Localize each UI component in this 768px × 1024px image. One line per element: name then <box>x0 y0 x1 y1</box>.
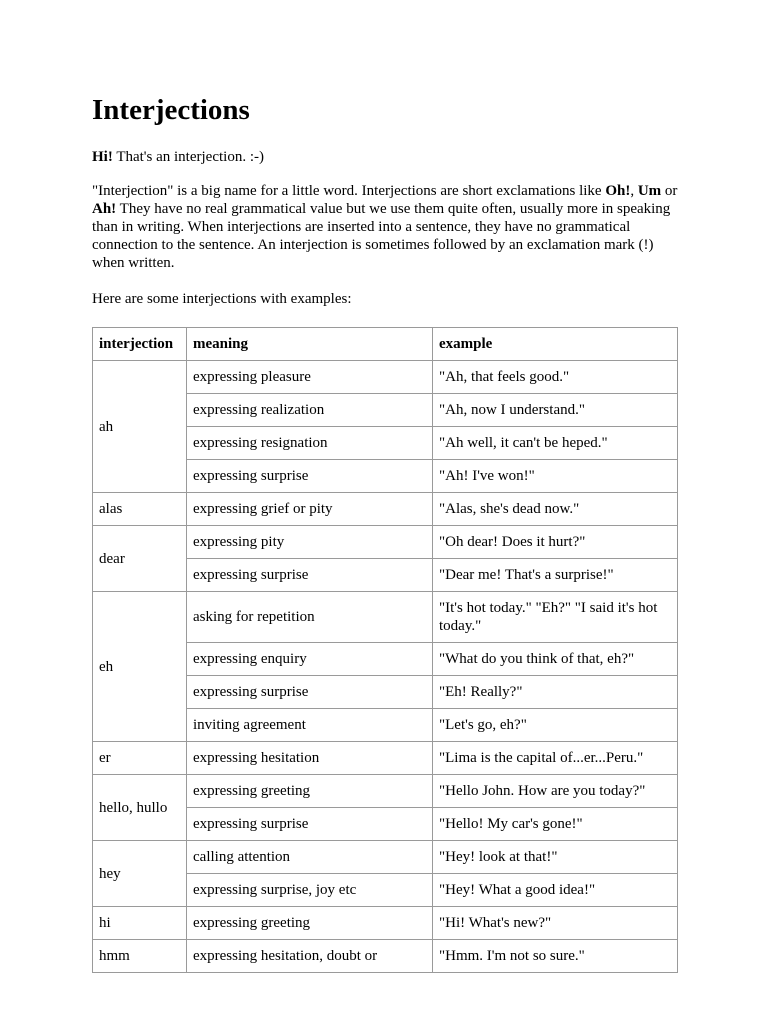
example-cell: "Eh! Really?" <box>433 676 678 709</box>
example-word-oh: Oh! <box>605 183 631 199</box>
meaning-cell: expressing surprise <box>187 808 433 841</box>
intro-bold: Hi! <box>92 149 113 165</box>
example-cell: "Lima is the capital of...er...Peru." <box>433 742 678 775</box>
table-row <box>93 775 678 808</box>
meaning-cell: expressing surprise, joy etc <box>187 874 433 907</box>
meaning-cell: asking for repetition <box>187 592 433 643</box>
example-cell: "Alas, she's dead now." <box>433 493 678 526</box>
meaning-cell: expressing hesitation <box>187 742 433 775</box>
paragraph-text: "Interjection" is a big name for a little word. Interjections are short exclamations like <box>92 183 606 199</box>
meaning-cell: expressing grief or pity <box>187 493 433 526</box>
intro-line <box>92 148 264 166</box>
example-cell: "Hey! What a good idea!" <box>433 874 678 907</box>
meaning-cell: expressing surprise <box>187 676 433 709</box>
example-cell: "Hey! look at that!" <box>433 841 678 874</box>
example-cell: "Ah! I've won!" <box>433 460 678 493</box>
description-paragraph <box>92 182 682 272</box>
example-cell: "Ah well, it can't be heped." <box>433 427 678 460</box>
table-body <box>93 361 678 973</box>
table-row <box>93 742 678 775</box>
interjection-cell: hmm <box>93 940 187 973</box>
meaning-cell: calling attention <box>187 841 433 874</box>
paragraph-text: or <box>661 183 678 199</box>
header-meaning: meaning <box>187 328 433 361</box>
example-cell: "Let's go, eh?" <box>433 709 678 742</box>
meaning-cell: expressing greeting <box>187 775 433 808</box>
paragraph-text: , <box>630 183 638 199</box>
table-row <box>93 907 678 940</box>
meaning-cell: expressing enquiry <box>187 643 433 676</box>
header-interjection: interjection <box>93 328 187 361</box>
meaning-cell: expressing hesitation, doubt or <box>187 940 433 973</box>
meaning-cell: expressing pity <box>187 526 433 559</box>
example-cell: "Hello John. How are you today?" <box>433 775 678 808</box>
example-cell: "Hmm. I'm not so sure." <box>433 940 678 973</box>
interjection-cell: eh <box>93 592 187 742</box>
table-row <box>93 940 678 973</box>
interjections-table <box>92 327 678 973</box>
meaning-cell: expressing surprise <box>187 460 433 493</box>
interjection-cell: dear <box>93 526 187 592</box>
example-cell: "Dear me! That's a surprise!" <box>433 559 678 592</box>
intro-rest: That's an interjection. :-) <box>112 149 264 165</box>
interjection-cell: er <box>93 742 187 775</box>
header-example: example <box>433 328 678 361</box>
interjection-cell: hi <box>93 907 187 940</box>
example-cell: "Ah, now I understand." <box>433 394 678 427</box>
meaning-cell: expressing surprise <box>187 559 433 592</box>
example-cell: "It's hot today." "Eh?" "I said it's hot today." <box>433 592 678 643</box>
paragraph-text: They have no real grammatical value but we use them quite often, usually more in speaking than in writing. When interjections are inserted into a sentence, they have no grammatical connection to the sentence. An interjection is sometimes followed by an exclamation mark (!) when written. <box>92 201 671 271</box>
example-cell: "What do you think of that, eh?" <box>433 643 678 676</box>
example-word-ah: Ah! <box>92 201 117 217</box>
table-row <box>93 361 678 394</box>
table-row <box>93 493 678 526</box>
interjection-cell: ah <box>93 361 187 493</box>
example-cell: "Hi! What's new?" <box>433 907 678 940</box>
interjection-cell: alas <box>93 493 187 526</box>
page-title: Interjections <box>92 94 250 126</box>
meaning-cell: expressing pleasure <box>187 361 433 394</box>
table-row <box>93 526 678 559</box>
interjection-cell: hello, hullo <box>93 775 187 841</box>
meaning-cell: expressing greeting <box>187 907 433 940</box>
table-row <box>93 841 678 874</box>
meaning-cell: inviting agreement <box>187 709 433 742</box>
meaning-cell: expressing realization <box>187 394 433 427</box>
meaning-cell: expressing resignation <box>187 427 433 460</box>
table-row <box>93 592 678 643</box>
example-cell: "Ah, that feels good." <box>433 361 678 394</box>
interjection-cell: hey <box>93 841 187 907</box>
table-header-row <box>93 328 678 361</box>
example-word-um: Um <box>637 183 662 199</box>
table-lead-text: Here are some interjections with examples: <box>92 291 352 307</box>
example-cell: "Oh dear! Does it hurt?" <box>433 526 678 559</box>
example-cell: "Hello! My car's gone!" <box>433 808 678 841</box>
